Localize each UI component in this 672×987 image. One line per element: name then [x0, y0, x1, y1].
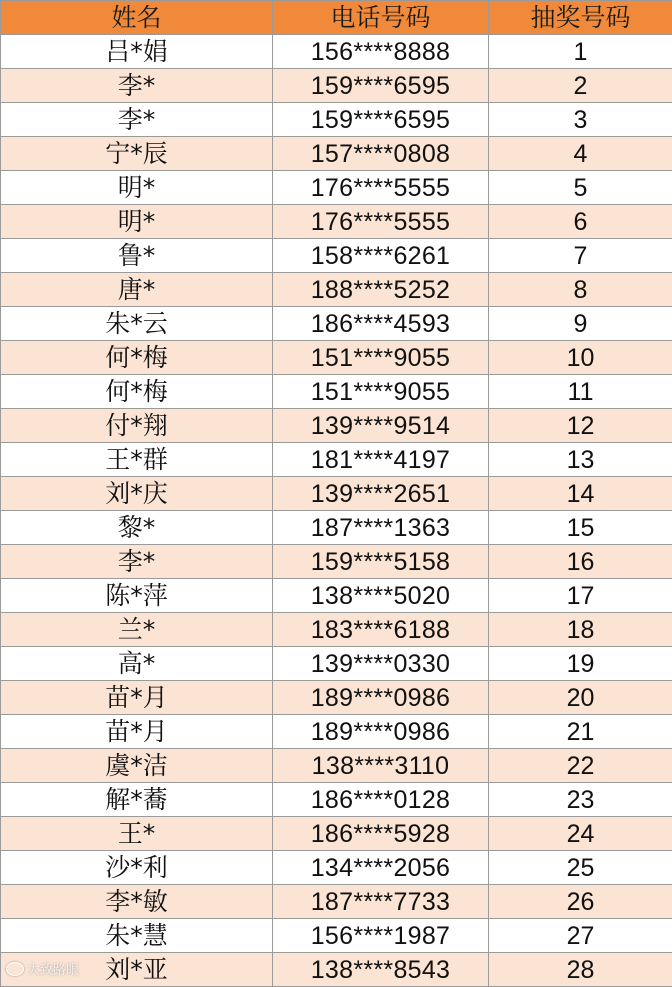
table-row: [1, 409, 672, 443]
cell-name: 李*敏: [1, 885, 273, 919]
table-row: [1, 953, 672, 987]
cell-name: 付*翔: [1, 409, 273, 443]
cell-name: 李*: [1, 103, 273, 137]
cell-phone: 139****9514: [273, 409, 489, 443]
cell-phone: 159****5158: [273, 545, 489, 579]
table-row: [1, 35, 672, 69]
cell-name: 黎*: [1, 511, 273, 545]
table-row: [1, 171, 672, 205]
cell-name: 吕*娟: [1, 35, 273, 69]
table-row: [1, 103, 672, 137]
table-row: [1, 511, 672, 545]
table-row: [1, 885, 672, 919]
table-row: [1, 137, 672, 171]
cell-lottery-number: 5: [489, 171, 672, 205]
cell-lottery-number: 10: [489, 341, 672, 375]
cell-name: 沙*利: [1, 851, 273, 885]
table-row: [1, 69, 672, 103]
header-row: [1, 1, 672, 35]
header-number: 抽奖号码: [489, 1, 672, 35]
cell-name: 陈*萍: [1, 579, 273, 613]
cell-lottery-number: 28: [489, 953, 672, 987]
table-row: [1, 749, 672, 783]
table-row: [1, 715, 672, 749]
cell-name: 王*群: [1, 443, 273, 477]
cell-lottery-number: 24: [489, 817, 672, 851]
cell-lottery-number: 8: [489, 273, 672, 307]
table-row: [1, 205, 672, 239]
header-phone: 电话号码: [273, 1, 489, 35]
cell-phone: 159****6595: [273, 103, 489, 137]
cell-lottery-number: 1: [489, 35, 672, 69]
cell-phone: 159****6595: [273, 69, 489, 103]
table-row: [1, 545, 672, 579]
cell-name: 兰*: [1, 613, 273, 647]
watermark: [6, 959, 79, 978]
table-row: [1, 443, 672, 477]
table-row: [1, 307, 672, 341]
cell-phone: 156****8888: [273, 35, 489, 69]
cell-phone: 186****0128: [273, 783, 489, 817]
cell-lottery-number: 16: [489, 545, 672, 579]
cell-phone: 183****6188: [273, 613, 489, 647]
table-row: [1, 817, 672, 851]
cell-phone: 188****5252: [273, 273, 489, 307]
cell-lottery-number: 23: [489, 783, 672, 817]
cell-phone: 186****4593: [273, 307, 489, 341]
cell-name: 何*梅: [1, 375, 273, 409]
cell-name: 虞*洁: [1, 749, 273, 783]
cell-name: 王*: [1, 817, 273, 851]
cell-lottery-number: 21: [489, 715, 672, 749]
cell-phone: 189****0986: [273, 681, 489, 715]
cell-lottery-number: 12: [489, 409, 672, 443]
cell-phone: 151****9055: [273, 375, 489, 409]
table-row: [1, 273, 672, 307]
cell-phone: 181****4197: [273, 443, 489, 477]
table-row: [1, 341, 672, 375]
cell-phone: 187****7733: [273, 885, 489, 919]
cell-name: 解*蕎: [1, 783, 273, 817]
cell-name: 李*: [1, 545, 273, 579]
logo-icon: [6, 962, 24, 976]
cell-lottery-number: 26: [489, 885, 672, 919]
table-header: [1, 1, 672, 35]
table-row: [1, 647, 672, 681]
cell-name: 唐*: [1, 273, 273, 307]
cell-name: 刘*亚: [1, 953, 273, 987]
cell-phone: 151****9055: [273, 341, 489, 375]
cell-phone: 139****2651: [273, 477, 489, 511]
cell-lottery-number: 25: [489, 851, 672, 885]
cell-phone: 176****5555: [273, 205, 489, 239]
cell-name: 宁*辰: [1, 137, 273, 171]
table-row: [1, 239, 672, 273]
cell-phone: 157****0808: [273, 137, 489, 171]
cell-lottery-number: 22: [489, 749, 672, 783]
cell-lottery-number: 3: [489, 103, 672, 137]
cell-lottery-number: 4: [489, 137, 672, 171]
cell-name: 李*: [1, 69, 273, 103]
cell-phone: 158****6261: [273, 239, 489, 273]
watermark-text: 大致路眼: [27, 959, 79, 978]
cell-lottery-number: 17: [489, 579, 672, 613]
cell-phone: 138****8543: [273, 953, 489, 987]
cell-name: 苗*月: [1, 715, 273, 749]
table-row: [1, 681, 672, 715]
cell-lottery-number: 27: [489, 919, 672, 953]
cell-lottery-number: 6: [489, 205, 672, 239]
cell-name: 朱*云: [1, 307, 273, 341]
cell-lottery-number: 20: [489, 681, 672, 715]
table-row: [1, 919, 672, 953]
cell-lottery-number: 2: [489, 69, 672, 103]
cell-name: 高*: [1, 647, 273, 681]
table-row: [1, 375, 672, 409]
cell-phone: 187****1363: [273, 511, 489, 545]
table-row: [1, 613, 672, 647]
cell-phone: 176****5555: [273, 171, 489, 205]
cell-name: 鲁*: [1, 239, 273, 273]
cell-name: 何*梅: [1, 341, 273, 375]
cell-phone: 138****3110: [273, 749, 489, 783]
cell-lottery-number: 9: [489, 307, 672, 341]
cell-phone: 156****1987: [273, 919, 489, 953]
cell-name: 苗*月: [1, 681, 273, 715]
cell-phone: 134****2056: [273, 851, 489, 885]
cell-lottery-number: 15: [489, 511, 672, 545]
cell-lottery-number: 13: [489, 443, 672, 477]
header-name: 姓名: [1, 1, 273, 35]
cell-name: 朱*慧: [1, 919, 273, 953]
cell-phone: 139****0330: [273, 647, 489, 681]
table-row: [1, 477, 672, 511]
cell-lottery-number: 14: [489, 477, 672, 511]
cell-name: 明*: [1, 171, 273, 205]
cell-name: 刘*庆: [1, 477, 273, 511]
cell-lottery-number: 7: [489, 239, 672, 273]
cell-name: 明*: [1, 205, 273, 239]
table-body: [1, 35, 672, 987]
cell-phone: 189****0986: [273, 715, 489, 749]
table-row: [1, 851, 672, 885]
table-row: [1, 579, 672, 613]
cell-phone: 186****5928: [273, 817, 489, 851]
table-row: [1, 783, 672, 817]
cell-lottery-number: 11: [489, 375, 672, 409]
cell-phone: 138****5020: [273, 579, 489, 613]
cell-lottery-number: 18: [489, 613, 672, 647]
cell-lottery-number: 19: [489, 647, 672, 681]
